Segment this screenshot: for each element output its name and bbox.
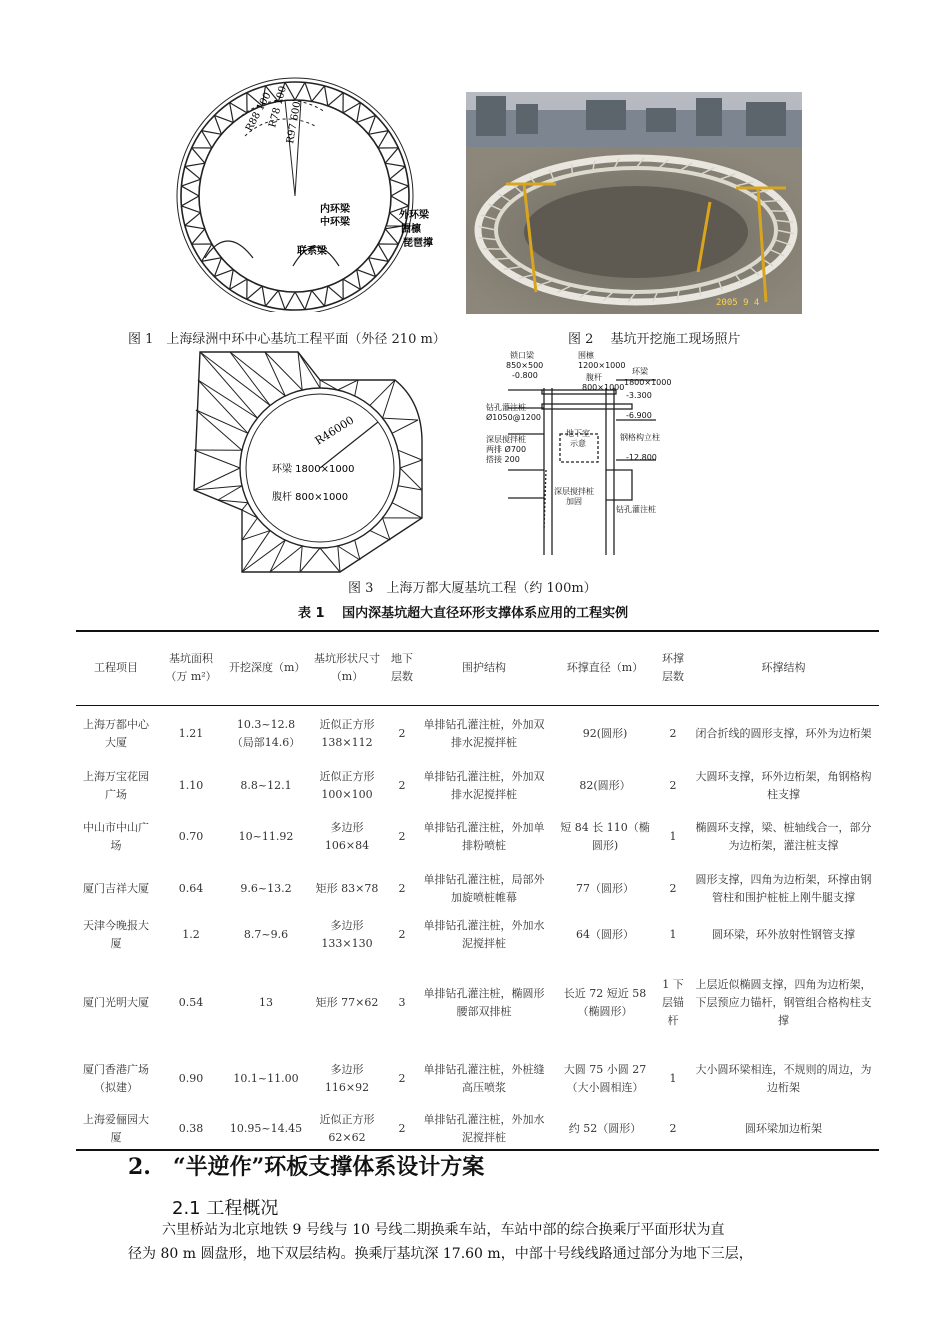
td-ring-structure: 圆环梁加边桁架 [745,1122,822,1135]
sec-label-bored-pile-2: 钻孔灌注桩 [616,505,656,514]
fig3-label-web-member: 腹杆 800×1000 [272,492,349,503]
td-ring-structure: 大圆环支撑，环外边桁架，角钢格构柱支撑 [695,770,872,801]
th-project: 工程项目 [94,661,138,675]
td-project: 厦门吉祥大厦 [83,882,149,895]
td-ring-structure: 圆形支撑，四角为边桁架，环撑由钢管柱和围护桩桩上刚牛腿支撑 [695,873,872,904]
fig1-label-pipa-brace: 琵琶撑 [403,238,433,249]
td-ring-structure: 上层近似椭圆支撑，四角为边桁架，下层预应力锚杆，钢管组合格构柱支撑 [695,978,872,1027]
td-area: 1.10 [178,779,204,792]
td-project: 上海万宝花园广场 [83,770,149,801]
td-ring-diameter: 92(圆形) [582,727,628,741]
td-retaining: 单排钻孔灌注桩，外加双排水泥搅拌桩 [423,718,545,750]
fig1-label-r97: R97 600 [285,100,304,145]
th-ring-diameter: 环撑直径（m） [566,661,644,675]
figure-2-caption: 图 2 基坑开挖施工现场照片 [568,332,741,347]
td-retaining: 单排钻孔灌注桩，外加水泥搅拌桩 [423,1113,545,1144]
sec-label-deep-mix-2: 深层搅拌桩 [554,487,594,496]
table-row [76,705,879,763]
sec-label-deep-mix: 深层搅拌桩 [486,435,526,444]
th-retaining: 围护结构 [462,661,506,675]
td-shape: 多边形 106×84 [324,821,370,852]
table-row [76,913,879,957]
sec-label-bored-pile-size: Ø1050@1200 [486,413,542,422]
figure-2-site-photo [466,92,802,314]
td-area: 1.2 [182,928,200,941]
table-1-title: 表 1 国内深基坑超大直径环形支撑体系应用的工程实例 [298,606,629,621]
td-floors: 3 [398,996,406,1009]
td-project: 天津今晚报大厦 [83,919,149,950]
sec-label-elev-4: -12.800 [626,453,657,462]
sec-label-elev-1: -0.800 [512,371,538,380]
td-floors: 2 [398,928,406,941]
section-heading: 2. “半逆作”环板支撑体系设计方案 [128,1154,485,1180]
td-ring-structure: 大小圆环梁相连，不规则的周边，为边桁架 [695,1063,872,1094]
td-ring-levels: 2 [669,1122,677,1135]
td-shape: 矩形 83×78 [315,882,379,895]
td-retaining: 单排钻孔灌注桩，外加单排粉喷桩 [423,821,545,852]
sec-label-elev-2: -3.300 [626,391,652,400]
td-area: 0.38 [178,1122,204,1135]
td-shape: 多边形 133×130 [321,919,373,950]
td-ring-structure: 圆环梁，环外放射性钢管支撑 [712,928,855,941]
th-shape: 基坑形状尺寸（m） [314,652,380,684]
td-area: 0.70 [178,830,204,843]
sec-label-purlin-size: 1200×1000 [578,361,626,370]
sec-label-ring-size: 1800×1000 [624,378,672,387]
td-shape: 近似正方形 62×62 [319,1113,375,1144]
sec-label-basement-note: 示意 [570,439,586,448]
sec-label-purlin: 围檩 [578,351,594,360]
table-row [76,865,879,913]
fig3-label-ring-beam: 环梁 1800×1000 [272,464,355,475]
paragraph-line-1: 六里桥站为北京地铁 9 号线与 10 号线二期换乘车站，车站中部的综合换乘厅平面形状为直 [162,1222,725,1238]
fig1-label-r78: R78 100 [267,84,289,129]
td-retaining: 单排钻孔灌注桩，局部外加旋喷桩帷幕 [423,873,545,904]
td-retaining: 单排钻孔灌注桩，外加水泥搅拌桩 [423,919,545,950]
sec-label-elev-3: -6.900 [626,411,652,420]
th-ring-levels: 环撑层数 [662,652,684,684]
td-area: 0.64 [178,882,204,895]
td-depth: 10.1~11.00 [233,1072,299,1085]
sec-label-web-size: 800×1000 [582,383,625,392]
sec-label-lock-beam: 锁口梁 [510,351,534,360]
td-ring-diameter: 大圆 75 小圆 27（大小圆相连） [563,1063,647,1094]
fig3-label-radius: R46000 [312,413,357,448]
td-depth: 9.6~13.2 [240,882,292,895]
td-ring-structure: 闭合折线的圆形支撑，环外为边桁架 [695,727,872,741]
sec-label-web: 腹杆 [586,373,602,382]
td-depth: 10.3~12.8（局部14.6） [231,718,301,750]
figure-3-caption: 图 3 上海万都大厦基坑工程（约 100m） [348,581,597,596]
td-ring-diameter: 约 52（圆形） [568,1122,642,1135]
td-floors: 2 [398,830,406,843]
table-row [76,809,879,865]
td-area: 0.54 [178,996,204,1009]
th-depth: 开挖深度（m） [229,661,306,675]
td-project: 厦门光明大厦 [83,996,149,1009]
paragraph-line-2: 径为 80 m 圆盘形，地下双层结构。换乘厅基坑深 17.60 m，中部十号线线路通过部分为地下三层， [128,1246,753,1262]
fig1-label-link-beam: 联系梁 [297,246,327,257]
td-ring-diameter: 长近 72 短近 58（椭圆形） [563,987,647,1018]
td-retaining: 单排钻孔灌注桩，椭圆形腰部双排桩 [423,987,545,1018]
td-ring-levels: 1 [669,928,677,941]
td-ring-levels: 1 下层锚杆 [662,978,684,1027]
sec-label-deep-mix-overlap: 搭接 200 [486,455,520,464]
table-row [76,957,879,1049]
td-floors: 2 [398,727,406,741]
td-project: 上海爱俪园大厦 [83,1113,149,1144]
td-shape: 矩形 77×62 [315,996,379,1009]
td-project: 上海万都中心大厦 [83,718,149,750]
td-depth: 10~11.92 [238,830,294,843]
td-ring-diameter: 短 84 长 110（椭圆形) [560,821,650,852]
photo-date-stamp: 2005 9 4 [716,298,760,308]
fig1-label-middle-ring: 中环梁 [320,217,350,228]
sec-label-reinforce: 加固 [566,497,582,506]
subsection-heading: 2.1 工程概况 [172,1198,279,1219]
td-floors: 2 [398,779,406,792]
table-row [76,1049,879,1109]
td-floors: 2 [398,882,406,895]
sec-label-bored-pile: 钻孔灌注桩 [486,403,526,412]
td-depth: 8.7~9.6 [243,928,289,941]
th-floors: 地下层数 [391,652,413,684]
td-project: 厦门香港广场（拟建） [83,1063,149,1094]
th-ring-structure: 环撑结构 [761,661,806,675]
td-ring-diameter: 77（圆形） [576,882,634,895]
table-1 [76,630,879,1151]
fig1-label-outer-ring: 外环梁 [399,210,429,221]
figure-3-plan [190,350,430,575]
sec-label-deep-mix-rows: 两排 Ø700 [486,445,527,454]
td-ring-levels: 1 [669,830,677,843]
table-row [76,1109,879,1150]
td-project: 中山市中山广场 [83,821,149,852]
td-floors: 2 [398,1122,406,1135]
figure-1-caption: 图 1 上海绿洲中环中心基坑工程平面（外径 210 m） [128,332,446,347]
table-row [76,763,879,809]
td-shape: 多边形 116×92 [324,1063,370,1094]
td-shape: 近似正方形 100×100 [319,770,375,801]
fig1-label-r88: R88 100 [243,90,274,134]
sec-label-ring: 环梁 [632,367,648,376]
td-ring-levels: 2 [669,727,677,741]
td-depth: 8.8~12.1 [240,779,292,792]
td-ring-levels: 2 [669,779,677,792]
td-depth: 10.95~14.45 [229,1122,303,1135]
sec-label-basement: 地下室 [566,429,590,438]
td-area: 0.90 [178,1072,204,1085]
fig1-label-purlin: 围檩 [401,224,421,235]
td-ring-levels: 2 [669,882,677,895]
td-ring-diameter: 64（圆形） [576,928,634,941]
td-retaining: 单排钻孔灌注桩，外加双排水泥搅拌桩 [423,770,545,801]
td-depth: 13 [259,996,273,1009]
sec-label-lock-beam-size: 850×500 [506,361,544,370]
td-ring-structure: 椭圆环支撑，梁、桩轴线合一，部分为边桁架，灌注桩支撑 [695,821,872,852]
td-area: 1.21 [178,727,204,741]
figure-1-ring-plan [175,76,460,312]
td-retaining: 单排钻孔灌注桩，外桩缝高压喷浆 [423,1063,545,1094]
td-floors: 2 [398,1072,406,1085]
fig1-label-inner-ring: 内环梁 [320,204,350,215]
table-header-row [76,631,879,705]
th-area: 基坑面积（万 m²） [165,652,217,684]
sec-label-column: 钢格构立柱 [620,433,660,442]
td-ring-levels: 1 [669,1072,677,1085]
td-ring-diameter: 82(圆形） [579,779,631,792]
figure-3-section [486,350,676,560]
td-shape: 近似正方形 138×112 [319,718,375,750]
